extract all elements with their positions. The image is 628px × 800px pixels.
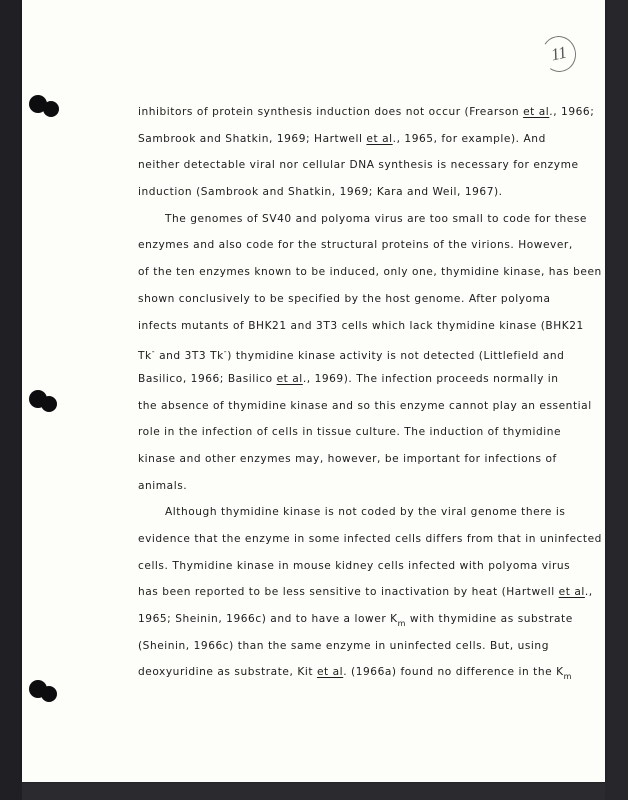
text-run: Tk: [138, 350, 152, 363]
text-run: kinase and other enzymes may, however, be important for infections of: [138, 452, 557, 465]
text-run: with thymidine as substrate: [405, 613, 573, 626]
text-run: . (1966a) found no difference in the K: [343, 666, 564, 679]
text-line: [138, 633, 590, 660]
text-run: infects mutants of BHK21 and 3T3 cells which lack thymidine kinase (BHK21: [138, 319, 584, 332]
text-line: [138, 659, 590, 686]
text-run: shown conclusively to be specified by the host genome. After polyoma: [138, 292, 551, 305]
underlined-citation: et al: [523, 106, 550, 118]
scan-bottom-edge: [22, 782, 605, 800]
text-line: [138, 579, 593, 606]
text-run: The genomes of SV40 and polyoma virus are too small to code for these: [165, 212, 587, 225]
text-run: ., 1969). The infection proceeds normally in: [302, 372, 559, 385]
text-line: [138, 126, 590, 153]
text-run: deoxyuridine as substrate, Kit: [138, 666, 317, 679]
text-run: ) thymidine kinase activity is not detected (Littlefield and: [227, 350, 565, 363]
superscript: -: [223, 347, 228, 357]
text-line: [138, 606, 590, 633]
underlined-citation: et al: [316, 666, 344, 679]
text-line: [138, 99, 595, 126]
text-line: [138, 179, 590, 206]
text-line: [138, 232, 590, 259]
punch-hole-middle-b: [41, 396, 57, 412]
text-run: ., 1966;: [549, 106, 595, 118]
text-line: [138, 259, 602, 286]
superscript: -: [151, 347, 156, 357]
text-line: [138, 366, 590, 393]
text-run: (Sheinin, 1966c) than the same enzyme in uninfected cells. But, using: [138, 639, 549, 652]
text-line: [138, 553, 590, 580]
text-line: [138, 446, 590, 473]
text-run: role in the infection of cells in tissue culture. The induction of thymidine: [138, 426, 562, 439]
text-run: of the ten enzymes known to be induced, only one, thymidine kinase, has been: [138, 266, 602, 279]
text-line: [138, 152, 590, 179]
text-run: induction (Sambrook and Shatkin, 1969; Kara and Weil, 1967).: [138, 186, 503, 199]
text-run: the absence of thymidine kinase and so this enzyme cannot play an essential: [138, 399, 592, 412]
scan-right-edge: [605, 0, 628, 800]
text-line: [138, 286, 590, 313]
text-run: and 3T3 Tk: [155, 350, 224, 363]
underlined-citation: et al: [276, 372, 303, 385]
text-line: [138, 393, 590, 420]
page-number-circled: 11: [539, 33, 580, 75]
text-line: [138, 206, 590, 233]
text-run: inhibitors of protein synthesis induction does not occur (Frearson: [138, 106, 524, 118]
subscript: m: [397, 619, 406, 629]
punch-hole-bottom-b: [41, 686, 57, 702]
text-run: ., 1965, for example). And: [392, 132, 546, 145]
text-run: 1965; Sheinin, 1966c) and to have a lower K: [138, 613, 398, 626]
text-line: [138, 339, 590, 366]
text-run: Although thymidine kinase is not coded by the viral genome there is: [165, 506, 566, 519]
text-run: enzymes and also code for the structural proteins of the virions. However,: [138, 239, 573, 252]
text-run: .,: [584, 586, 593, 599]
text-run: Sambrook and Shatkin, 1969; Hartwell: [138, 132, 367, 145]
text-line: [138, 313, 590, 340]
underlined-citation: et al: [366, 132, 393, 145]
text-run: has been reported to be less sensitive to inactivation by heat (Hartwell: [138, 586, 559, 599]
punch-hole-top-b: [43, 101, 59, 117]
text-line: [138, 473, 590, 500]
text-line: [138, 499, 590, 526]
text-line: [138, 526, 602, 553]
text-run: evidence that the enzyme in some infected cells differs from that in uninfected: [138, 533, 602, 545]
text-run: cells. Thymidine kinase in mouse kidney cells infected with polyoma virus: [138, 559, 571, 572]
text-run: Basilico, 1966; Basilico: [138, 372, 277, 385]
subscript: m: [563, 672, 572, 682]
text-run: neither detectable viral nor cellular DNA synthesis is necessary for enzyme: [138, 159, 579, 172]
text-line: [138, 419, 590, 446]
body-text: [138, 99, 602, 686]
text-run: animals.: [138, 479, 188, 492]
underlined-citation: et al: [558, 586, 585, 599]
